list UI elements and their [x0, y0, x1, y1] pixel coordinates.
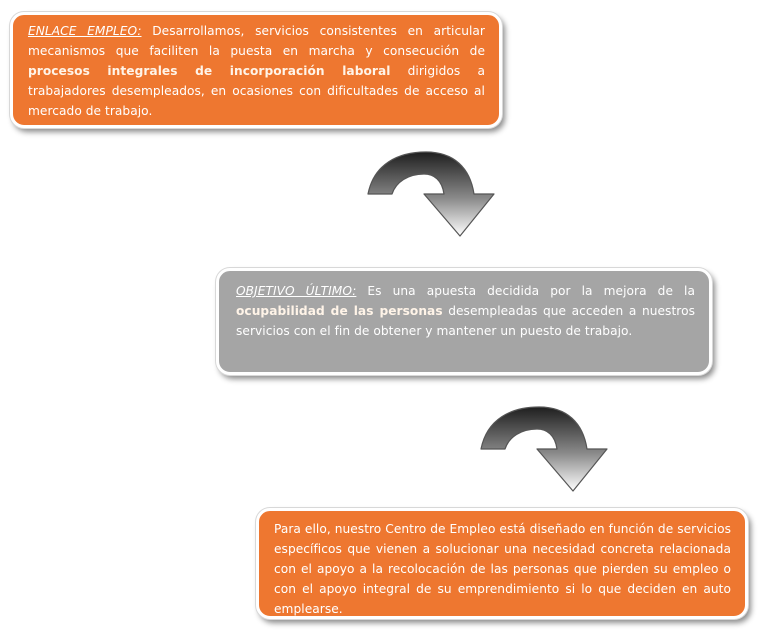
- centro-empleo-box: [256, 508, 748, 619]
- curved-arrow-icon: [366, 150, 498, 238]
- objetivo-ultimo-emphasis: ocupabilidad de las personas: [236, 304, 443, 318]
- curved-arrow-icon: [479, 405, 611, 493]
- enlace-empleo-box: [10, 12, 502, 128]
- objetivo-ultimo-text-1: Es una apuesta decidida por la mejora de la: [356, 284, 695, 298]
- objetivo-ultimo-heading: OBJETIVO ÚLTIMO:: [236, 284, 357, 298]
- enlace-empleo-emphasis: procesos integrales de incorporación laboral: [28, 64, 391, 78]
- enlace-empleo-text-1: Desarrollamos, servicios consistentes en articular mecanismos que faciliten la puesta en marcha y consecución de: [28, 24, 485, 58]
- centro-empleo-text: Para ello, nuestro Centro de Empleo está diseñado en función de servicios específicos que vienen a solucionar una necesidad concreta relacionada con el apoyo a la recolocación de las personas que pierden su empleo o con el apoyo integral de su emprendimiento si lo que deciden en auto emplearse.: [274, 522, 731, 616]
- objetivo-ultimo-text-2: desempleadas que acceden a nuestros servicios con el fin de obtener y mantener un puesto de trabajo.: [236, 304, 695, 338]
- enlace-empleo-heading: ENLACE EMPLEO:: [28, 24, 142, 38]
- objetivo-ultimo-box: [216, 268, 712, 375]
- enlace-empleo-text-2: dirigidos a trabajadores desempleados, en ocasiones con dificultades de acceso al mercado de trabajo.: [28, 64, 485, 118]
